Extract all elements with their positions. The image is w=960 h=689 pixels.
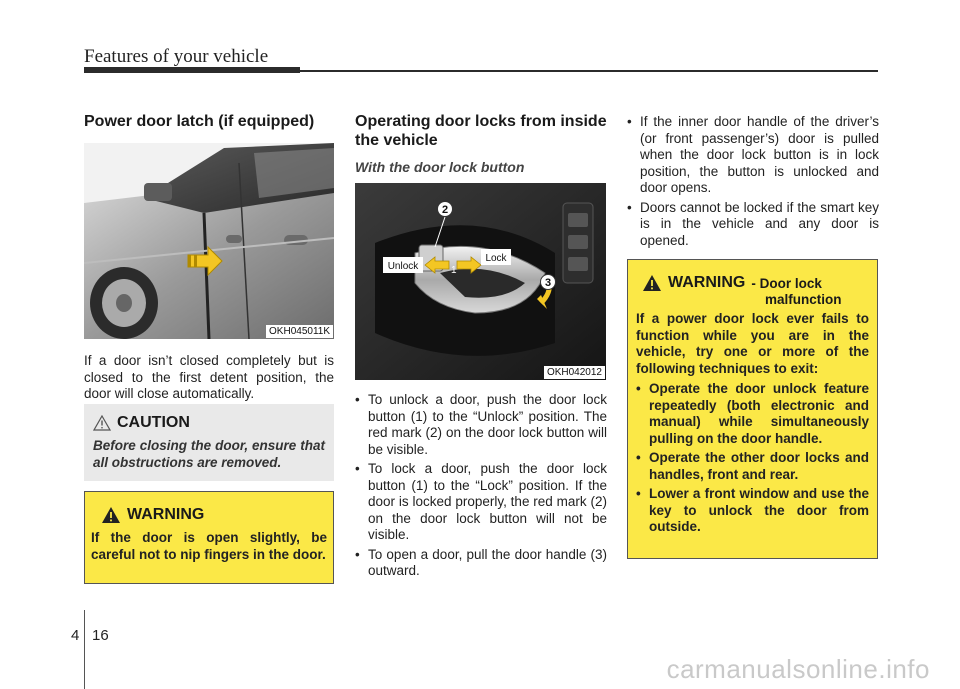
callout-2: 2 — [441, 204, 449, 216]
section-title-power-door-latch: Power door latch (if equipped) — [84, 113, 315, 130]
list-item: • Operate the other door locks and handles, front and rear. — [636, 450, 869, 483]
list-item: • Operate the door unlock feature repeatedly (both electronic and manual) while simultaneously pulling on the door handle. — [636, 381, 869, 447]
header-rule-thin — [300, 70, 878, 72]
list-item: • To open a door, pull the door handle (3) outward. — [355, 547, 607, 580]
warning-header — [642, 274, 822, 292]
page-number: 16 — [92, 627, 109, 644]
footer-divider — [84, 610, 85, 689]
door-handle-illustration — [355, 183, 606, 380]
header-rule-thick — [84, 67, 300, 73]
caution-box — [84, 404, 334, 481]
list-item: • Doors cannot be locked if the smart key is in the vehicle and any door is opened. — [627, 200, 879, 250]
warning-title-suffix-line2: malfunction — [765, 292, 842, 307]
warning-text: If the door is open slightly, be careful not to nip fingers in the door. — [91, 530, 327, 562]
list-item: • Lower a front window and use the key to unlock the door from outside. — [636, 486, 869, 536]
callout-3: 3 — [544, 277, 552, 289]
warning-header — [101, 506, 204, 524]
section-subtitle-lock-button: With the door lock button — [355, 159, 525, 175]
caution-triangle-icon — [93, 415, 111, 431]
warning-title: WARNING — [127, 506, 205, 523]
caution-header — [93, 414, 190, 432]
lock-instructions-list — [355, 392, 607, 580]
warning-box-nip-fingers — [84, 491, 334, 584]
column-door-locks-inside — [355, 112, 607, 583]
watermark: carmanualsonline.info — [666, 654, 930, 684]
list-item: • To lock a door, push the door lock button (1) to the “Lock” position. If the door is locked properly, the red mark (2) on the door lock button will not be visible. — [355, 461, 607, 544]
column-door-notes — [627, 114, 879, 252]
warning-techniques-list — [636, 381, 869, 539]
warning-intro: If a power door lock ever fails to function while you are in the vehicle, try one or more of the following techniques to exit: — [636, 311, 869, 376]
figure-door-lock-button — [355, 183, 606, 380]
figure-code: OKH042012 — [544, 366, 605, 379]
warning-triangle-icon — [101, 506, 121, 524]
section-title-door-locks: Operating door locks from inside the vehicle — [355, 113, 607, 149]
figure-car-door-latch — [84, 143, 334, 339]
callout-1: 1 — [451, 265, 457, 276]
body-paragraph: If a door isn’t closed completely but is closed to the first detent position, the door will close automatically. — [84, 353, 334, 401]
caution-title: CAUTION — [117, 414, 190, 431]
warning-title-suffix: - Door lock — [751, 275, 822, 291]
list-item: • To unlock a door, push the door lock button (1) to the “Unlock” position. The red mark (2) on the door lock button will be visible. — [355, 392, 607, 458]
callout-unlock: Unlock — [387, 261, 419, 272]
page-header-title: Features of your vehicle — [84, 46, 269, 67]
warning-triangle-icon — [642, 274, 662, 292]
column-power-door-latch — [84, 112, 334, 403]
callout-lock: Lock — [485, 253, 507, 264]
car-door-illustration — [84, 143, 334, 339]
list-item: • If the inner door handle of the driver’s (or front passenger’s) door is pulled when the door lock button is in lock position, the button is unlocked and door opens. — [627, 114, 879, 197]
caution-text: Before closing the door, ensure that all obstructions are removed. — [93, 438, 325, 470]
door-notes-list — [627, 114, 879, 249]
warning-box-door-lock-malfunction — [627, 259, 878, 559]
warning-title: WARNING — [668, 274, 746, 291]
figure-code: OKH045011K — [266, 325, 333, 338]
chapter-number: 4 — [71, 627, 80, 644]
